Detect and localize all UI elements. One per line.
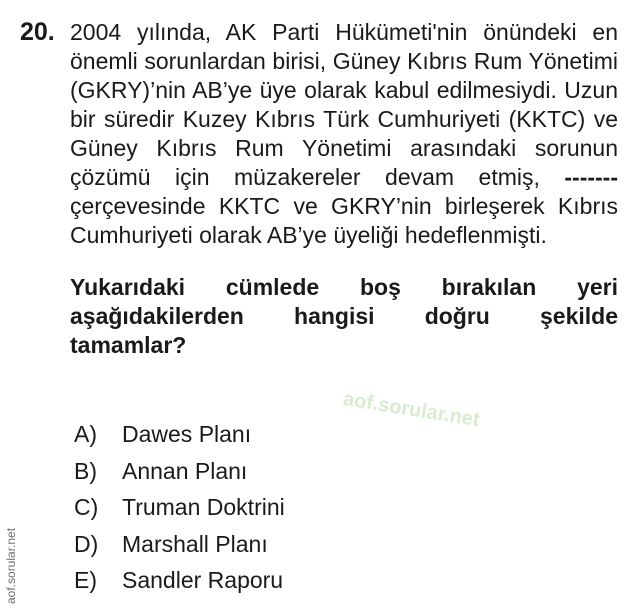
option-letter: A) [74,421,97,447]
option-a[interactable] [74,416,285,453]
watermark-center: aof.sorular.net [341,388,482,432]
option-letter: C) [74,494,99,520]
question-body [70,18,618,360]
watermark-side: aof.sorular.net [4,527,18,604]
stem-after-blank: çerçevesinde KKTC ve GKRY’nin birleşerek Kıbrıs Cumhuriyeti olarak AB’ye üyeliği hedeflenmişti. [70,193,618,248]
question-number: 20. [20,18,55,46]
option-text: Truman Doktrini [122,494,285,520]
option-letter: B) [74,457,97,484]
question-stem [70,18,618,250]
option-b[interactable] [74,453,285,490]
question-prompt [70,273,618,360]
prompt-line-3: tamamlar? [70,332,187,358]
option-d[interactable] [74,526,285,563]
prompt-line-2: aşağıdakilerden hangisi doğru şekilde [70,303,618,329]
option-e[interactable] [74,562,285,599]
prompt-line-1: Yukarıdaki cümlede boş bırakılan yeri [70,274,618,300]
option-letter: D) [74,530,99,557]
option-text: Dawes Planı [122,421,252,447]
option-text: Sandler Raporu [122,567,284,593]
answer-options [74,416,285,599]
option-text: Annan Planı [122,457,248,484]
option-letter: E) [74,567,97,593]
stem-before-blank: 2004 yılında, AK Parti Hükümeti'nin önündeki en önemli sorunlardan birisi, Güney Kıbrıs Rum Yönetimi (GKRY)’nin AB’ye üye olarak kabul edilmesiydi. Uzun bir süredir Kuzey Kıbrıs Türk Cumhuriyeti (KKTC) ve Güney Kıbrıs Rum Yönetimi arasındaki sorunun çözümü için müzakereler devam etmiş, [70,19,618,190]
option-c[interactable] [74,489,285,526]
blank-placeholder: ------- [564,164,618,190]
option-text: Marshall Planı [122,530,268,557]
